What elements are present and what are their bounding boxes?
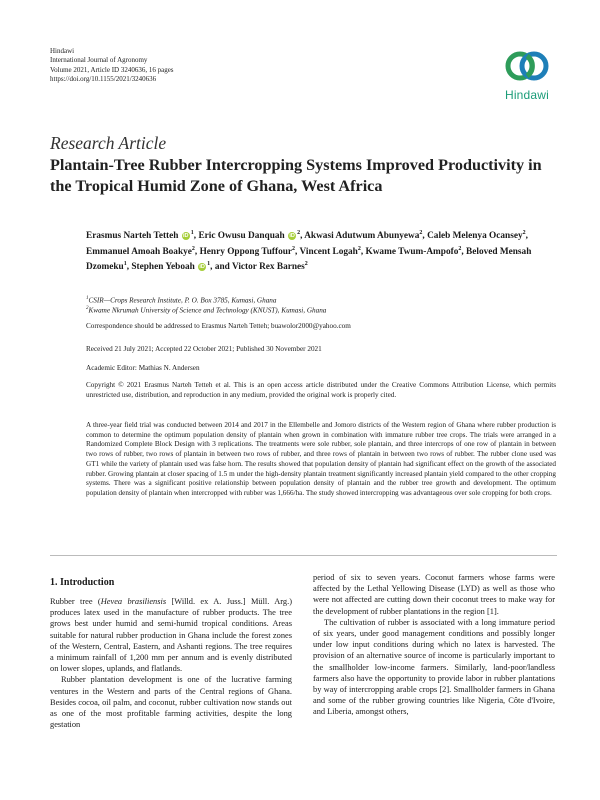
author-name: Akwasi Adutwum Abunyewa: [304, 231, 420, 242]
article-type: Research Article: [50, 133, 167, 153]
affiliation-marker: 1: [207, 261, 211, 267]
affiliation-marker: 2: [522, 230, 526, 236]
intro-paragraph-4: The cultivation of rubber is associated with a long immature period of six years, under good management conditions and possibly longer under low input conditions during which no latex is harvested. The provision of an alternative source of income is particularly important to the smallholder low-income farmers. Similarly, land-poor/landless farmers also have the opportunity to provide labor in rubber plantations by way of intercropping arable crops [2]. Smallholder farmers in Ghana and some of the rubber growing countries like Nigeria, Côte d'Ivoire, and Liberia, amongst others,: [313, 617, 555, 717]
intro-paragraph-3: period of six to seven years. Coconut farmers whose farms were affected by the Lethal Yellowing Disease (LYD) as well as those who were not affected are cutting down their coconut trees to make way for the development of rubber plantations in the region [1].: [313, 573, 555, 616]
affiliation-marker: 2: [297, 230, 301, 236]
intro-paragraph-1: Rubber tree (Hevea brasiliensis [Willd. ex A. Juss.] Müll. Arg.) produces latex used in the manufacture of rubber products. The tree grows best under humid and semi-humid tropical conditions. Areas suitable for natural rubber production in Ghana include the forest zones of the Western, Central, Eastern, and Ashanti regions. The tree requires a minimum rainfall of 1,200 mm per annum and is evenly distributed on lower slopes, uplands, and flatlands.: [50, 597, 292, 674]
intro-paragraph-2: Rubber plantation development is one of the lucrative farming ventures in the Western and parts of the Central regions of Ghana. Besides cocoa, oil palm, and coconut, rubber cultivation now stands out as one of the most profitable farming activities, despite the long gestation: [50, 675, 292, 730]
affiliation-marker: 1: [190, 230, 194, 236]
hindawi-logo-text: Hindawi: [504, 88, 550, 102]
affiliation-1: $^1$CSIR—Crops Research Institute, P. O. Box 3785, Kumasi, Ghana: [86, 296, 277, 305]
publication-dates: Received 21 July 2021; Accepted 22 October 2021; Published 30 November 2021: [86, 345, 322, 353]
author-name: Beloved Mensah Dzomeku: [86, 246, 532, 273]
body-column-left: [50, 596, 292, 730]
journal-name: International Journal of Agronomy: [50, 56, 148, 65]
affiliation-marker: 2: [304, 261, 308, 267]
affiliation-2: $^2$Kwame Nkrumah University of Science and Technology (KNUST), Kumasi, Ghana: [86, 306, 327, 315]
orcid-icon[interactable]: iD: [199, 263, 205, 270]
journal-header: [50, 47, 174, 85]
section-heading: 1. Introduction: [50, 577, 115, 588]
paper-title: Plantain-Tree Rubber Intercropping Systems Improved Productivity in the Tropical Humid Zone of Ghana, West Africa: [50, 156, 542, 195]
affiliation-marker: 1: [123, 261, 127, 267]
orcid-icon[interactable]: iD: [289, 232, 295, 239]
divider: [50, 555, 557, 556]
author-name: Stephen Yeboah: [131, 262, 195, 273]
orcid-icon[interactable]: iD: [183, 232, 189, 239]
affiliation-marker: 2: [458, 245, 462, 252]
author-name: Victor Rex Barnes: [231, 262, 305, 273]
copyright-notice: Copyright © 2021 Erasmus Narteh Tetteh et al. This is an open access article distributed under the Creative Commons Attribution License, which permits unrestricted use, distribution, and reproduction in any medium, provided the original work is properly cited.: [86, 381, 556, 399]
author-name: Caleb Melenya Ocansey: [427, 231, 523, 242]
affiliation-marker: 2: [292, 245, 296, 252]
affiliation-marker: 2: [419, 230, 423, 236]
author-name: Eric Owusu Danquah: [198, 231, 285, 242]
volume-info: Volume 2021, Article ID 3240636, 16 pages: [50, 65, 174, 74]
abstract: A three-year field trial was conducted between 2014 and 2017 in the Ellembelle and Jomoro districts of the Western region of Ghana where rubber production is common to determine the optimum population density of plantain when grown in combination with immature rubber tree crops. The trials were arranged in a Randomized Complete Block Design with 3 replications. The treatments were sole rubber, sole plantain, and three intercrops of one row of plantain in between two rows of rubber, two rows of plantain in between two rows of rubber, and three rows of plantain in between two rows of rubber. The rubber clone used was GT1 while the variety of plantain used was false horn. The results showed that population density of plantain had significant effect on the growth of the associated rubber. Growing plantain at closer spacing of 1.5 m under the high-density plantain treatment significantly increased plantain yield compared to the other cropping systems. There was a significant positive relationship between population density of plantain and the rubber tree growth and development. The optimum population density of plantain when intercropped with rubber was 1,666/ha. The study showed intercropping was advantageous over sole cropping for both crops.: [86, 421, 556, 497]
author-name: Emmanuel Amoah Boakye: [86, 246, 192, 257]
author-name: Kwame Twum-Ampofo: [365, 246, 459, 257]
doi-link[interactable]: https://doi.org/10.1155/2021/3240636: [50, 75, 157, 84]
correspondence: Correspondence should be addressed to Erasmus Narteh Tetteh; buawolor2000@yahoo.com: [86, 322, 351, 330]
affiliation-marker: 2: [357, 245, 361, 252]
body-column-right: [313, 572, 555, 718]
author-name: Erasmus Narteh Tetteh: [86, 231, 179, 242]
affiliation-marker: 2: [191, 245, 195, 252]
academic-editor: Academic Editor: Mathias N. Andersen: [86, 364, 200, 372]
author-list: Erasmus Narteh Tetteh iD $^1$, Eric Owusu Danquah iD $^2$, Akwasi Adutwum Abunyewa$^2$, Caleb Melenya Ocansey$^2$, Emmanuel Amoah Boakye$^2$, Henry Oppong Tuffour$^2$, Vincent Logah$^2$, Kwame Twum-Ampofo$^2$, Beloved Mensah Dzomeku$^1$, Stephen Yeboah iD $^1$, and Victor Rex Barnes$^2$: [86, 230, 532, 273]
author-name: Henry Oppong Tuffour: [199, 246, 293, 257]
publisher-name: Hindawi: [50, 47, 75, 55]
author-name: Vincent Logah: [299, 246, 358, 257]
